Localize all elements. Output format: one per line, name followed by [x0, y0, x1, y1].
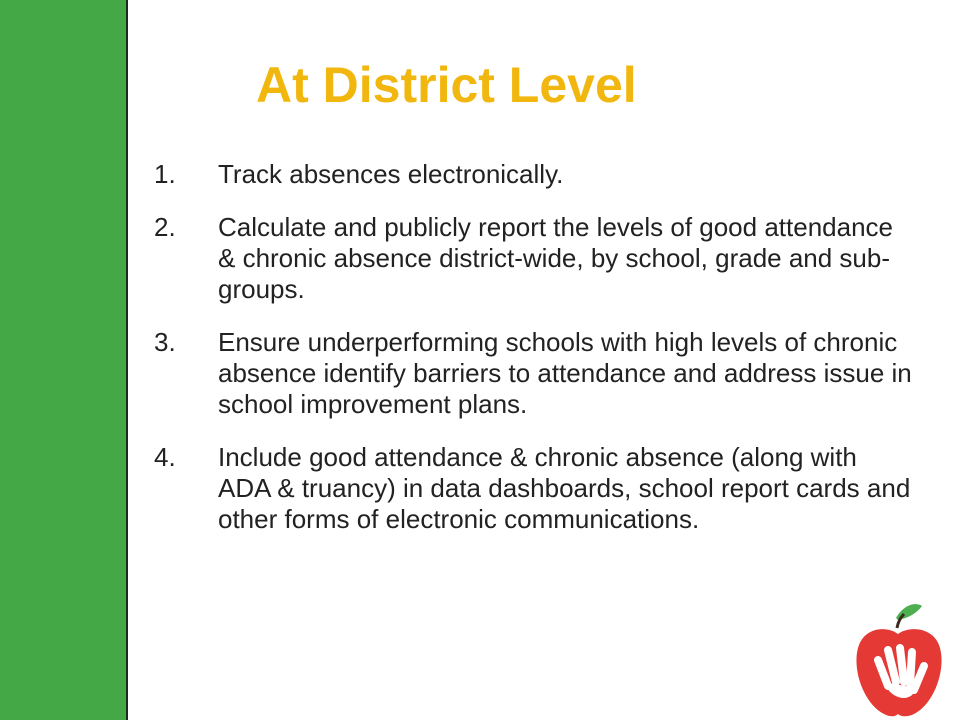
- list-item: [154, 212, 914, 305]
- list-item-number: 1.: [154, 159, 176, 189]
- list-item: [154, 159, 914, 190]
- list-item-text: Calculate and publicly report the levels of good attendance & chronic absence district-wide, by school, grade and sub-groups.: [218, 212, 893, 304]
- list-item-text: Include good attendance & chronic absence (along with ADA & truancy) in data dashboards, school report cards and other forms of electronic communications.: [218, 442, 911, 534]
- list-item-text: Track absences electronically.: [218, 159, 564, 189]
- green-sidebar: [0, 0, 128, 720]
- action-list: [154, 159, 914, 557]
- list-item-text: Ensure underperforming schools with high levels of chronic absence identify barriers to attendance and address issue in school improvement plans.: [218, 327, 912, 419]
- apple-hand-icon: [850, 600, 946, 720]
- slide-title: At District Level: [256, 57, 637, 113]
- list-item-number: 3.: [154, 327, 176, 357]
- list-item-number: 4.: [154, 442, 176, 472]
- list-item: [154, 327, 914, 420]
- list-item-number: 2.: [154, 212, 176, 242]
- list-item: [154, 442, 914, 535]
